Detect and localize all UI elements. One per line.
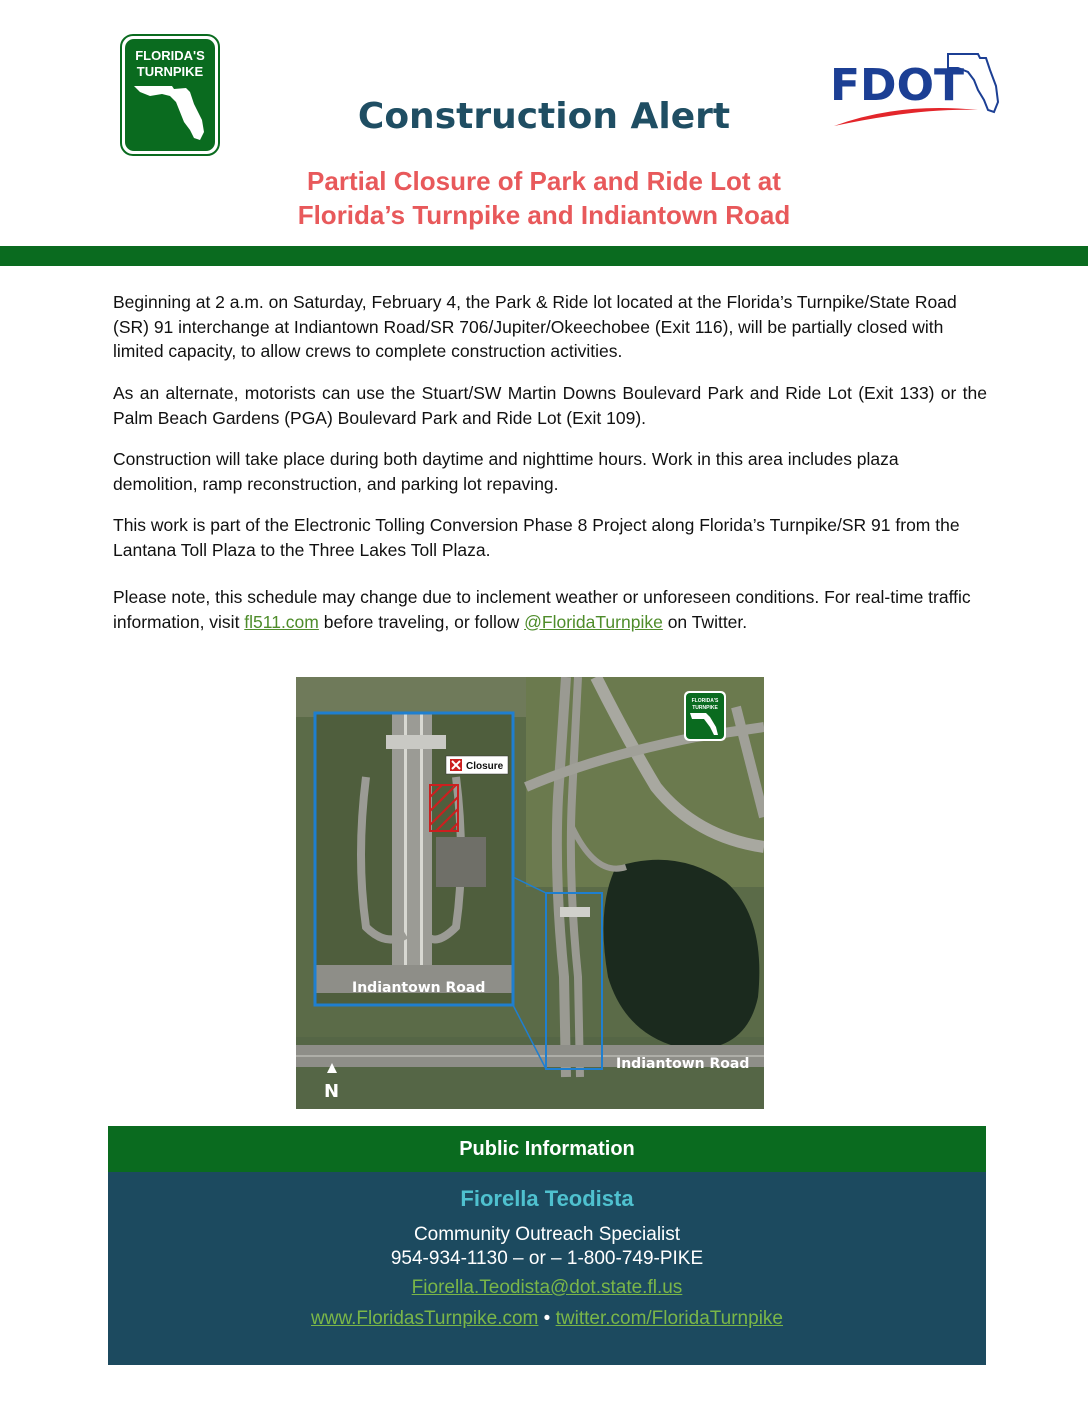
logo-line-1: FLORIDA'S (135, 48, 205, 63)
contact-links (108, 1308, 986, 1330)
closure-label: Closure (466, 761, 504, 772)
paragraph-alternate: As an alternate, motorists can use the Stuart/SW Martin Downs Boulevard Park and Ride Lot (Exit 133) or the Palm Beach Gardens (PGA) Boulevard Park and Ride Lot (Exit 109). (113, 383, 987, 428)
paragraph-construction-hours: Construction will take place during both daytime and nighttime hours. Work in this area includes plaza demolition, ramp reconstruction, and parking lot repaving. (113, 449, 899, 494)
subtitle-line-1: Partial Closure of Park and Ride Lot at (307, 166, 781, 196)
svg-text:FLORIDA'S: FLORIDA'S (691, 698, 719, 704)
closure-callout (446, 756, 508, 774)
subtitle-line-2: Florida’s Turnpike and Indiantown Road (297, 200, 791, 230)
paragraph-project: This work is part of the Electronic Tolling Conversion Phase 8 Project along Florida’s Turnpike/SR 91 from the Lantana Toll Plaza to the Three Lakes Toll Plaza. (113, 515, 960, 560)
page-title: Construction Alert (357, 96, 731, 137)
public-information-heading: Public Information (108, 1126, 986, 1172)
contact-phone: 954-934-1130 – or – 1-800-749-PIKE (390, 1248, 704, 1269)
header-divider (0, 246, 1088, 266)
contact-name: Fiorella Teodista (460, 1186, 634, 1211)
contact-email-link[interactable]: Fiorella.Teodista@dot.state.fl.us (411, 1277, 683, 1298)
link-separator: • (538, 1308, 556, 1329)
note-text-1: Please note, this schedule may change due to inclement weather or unforeseen conditions. For real-time traffic information, visit (113, 587, 971, 632)
floridas-turnpike-logo (120, 34, 220, 156)
contact-role: Community Outreach Specialist (413, 1224, 681, 1245)
paragraph-schedule-note (113, 585, 987, 634)
twitter-handle-link[interactable]: @FloridaTurnpike (524, 611, 663, 632)
inset-road-label: Indiantown Road (352, 980, 486, 996)
paragraph-start-info: Beginning at 2 a.m. on Saturday, February 4, the Park & Ride lot located at the Florida’s Turnpike/State Road (SR) 91 interchange at Indiantown Road/SR 706/Jupiter/Okeechobee (Exit 116), will be partially closed with limited capacity, to allow crews to complete construction activities. (113, 292, 957, 361)
twitter-link[interactable]: twitter.com/FloridaTurnpike (555, 1308, 783, 1329)
note-text-2: before traveling, or follow (318, 611, 525, 632)
north-label: N (324, 1081, 340, 1102)
website-link[interactable]: www.FloridasTurnpike.com (311, 1308, 539, 1329)
fl511-link[interactable]: fl511.com (244, 611, 319, 632)
contact-panel (108, 1172, 986, 1365)
note-text-3: on Twitter. (662, 611, 748, 632)
main-road-label: Indiantown Road (616, 1056, 750, 1072)
svg-text:TURNPIKE: TURNPIKE (692, 705, 718, 711)
map-turnpike-logo (684, 691, 726, 741)
fdot-wordmark: FDOT (830, 60, 964, 111)
logo-line-2: TURNPIKE (136, 64, 204, 79)
aerial-map-image (296, 677, 764, 1109)
